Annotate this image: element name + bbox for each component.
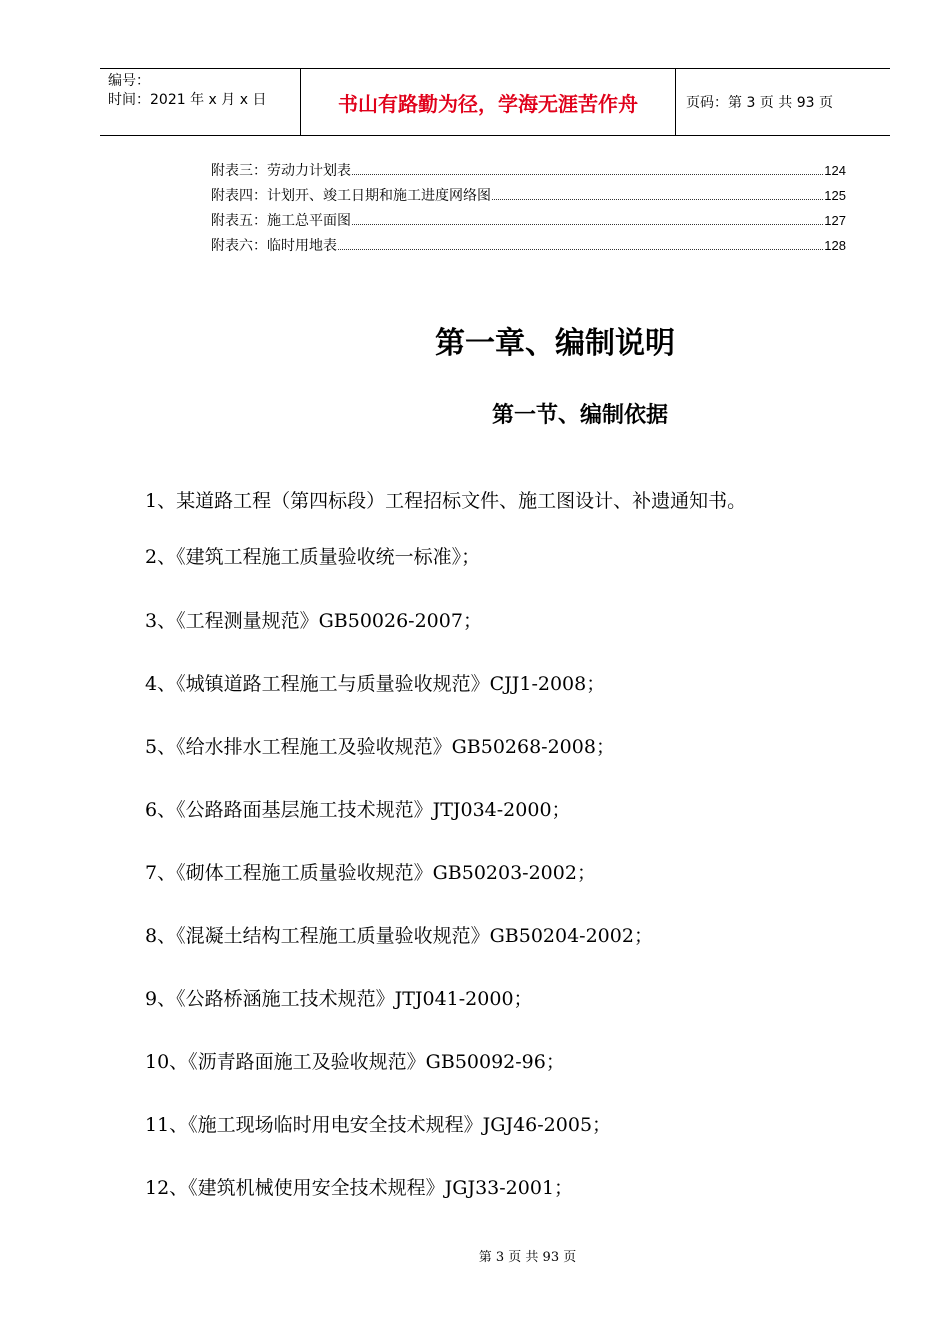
document-date-label: 时间：2021 年 x 月 x 日 (108, 92, 267, 108)
document-number-label: 编号： (108, 73, 150, 89)
header-page-info: 页码：第 3 页 共 93 页 (686, 95, 833, 111)
toc-entry[interactable] (211, 210, 846, 235)
list-item: 11、《施工现场临时用电安全技术规程》JGJ46-2005； (145, 1114, 612, 1136)
toc-entry-label: 附表四：计划开、竣工日期和施工进度网络图 (211, 188, 491, 204)
toc-entry[interactable] (211, 160, 846, 185)
page-header (100, 68, 890, 136)
table-of-contents (211, 160, 846, 260)
list-item: 8、《混凝土结构工程施工质量验收规范》GB50204-2002； (145, 925, 653, 947)
toc-entry-page: 127 (824, 213, 846, 228)
toc-leader-dots (352, 174, 823, 175)
list-item: 12、《建筑机械使用安全技术规程》JGJ33-2001； (145, 1177, 574, 1199)
toc-leader-dots (338, 249, 823, 250)
toc-leader-dots (352, 224, 823, 225)
list-item: 4、《城镇道路工程施工与质量验收规范》CJJ1-2008； (145, 673, 606, 695)
list-item: 10、《沥青路面施工及验收规范》GB50092-96； (145, 1051, 565, 1073)
section-title: 第一节、编制依据 (491, 403, 668, 428)
list-item: 1、某道路工程（第四标段）工程招标文件、施工图设计、补遗通知书。 (145, 490, 747, 512)
toc-entry-page: 128 (824, 238, 846, 253)
list-item: 6、《公路路面基层施工技术规范》JTJ034-2000； (145, 799, 571, 821)
list-item: 9、《公路桥涵施工技术规范》JTJ041-2000； (145, 988, 533, 1010)
list-item: 3、《工程测量规范》GB50026-2007； (145, 610, 482, 632)
toc-entry-label: 附表六：临时用地表 (211, 238, 337, 254)
toc-entry-page: 125 (824, 188, 846, 203)
list-item: 7、《砌体工程施工质量验收规范》GB50203-2002； (145, 862, 596, 884)
toc-entry[interactable] (211, 185, 846, 210)
toc-entry-label: 附表五：施工总平面图 (211, 213, 351, 229)
toc-entry-page: 124 (824, 163, 846, 178)
header-meta (100, 69, 301, 135)
chapter-title: 第一章、编制说明 (435, 326, 675, 361)
header-motto: 书山有路勤为径，学海无涯苦作舟 (301, 69, 676, 135)
list-item: 5、《给水排水工程施工及验收规范》GB50268-2008； (145, 736, 615, 758)
list-item: 2、《建筑工程施工质量验收统一标准》； (145, 546, 481, 568)
page-footer: 第 3 页 共 93 页 (478, 1250, 577, 1265)
toc-leader-dots (492, 199, 823, 200)
toc-entry[interactable] (211, 235, 846, 260)
toc-entry-label: 附表三：劳动力计划表 (211, 163, 351, 179)
